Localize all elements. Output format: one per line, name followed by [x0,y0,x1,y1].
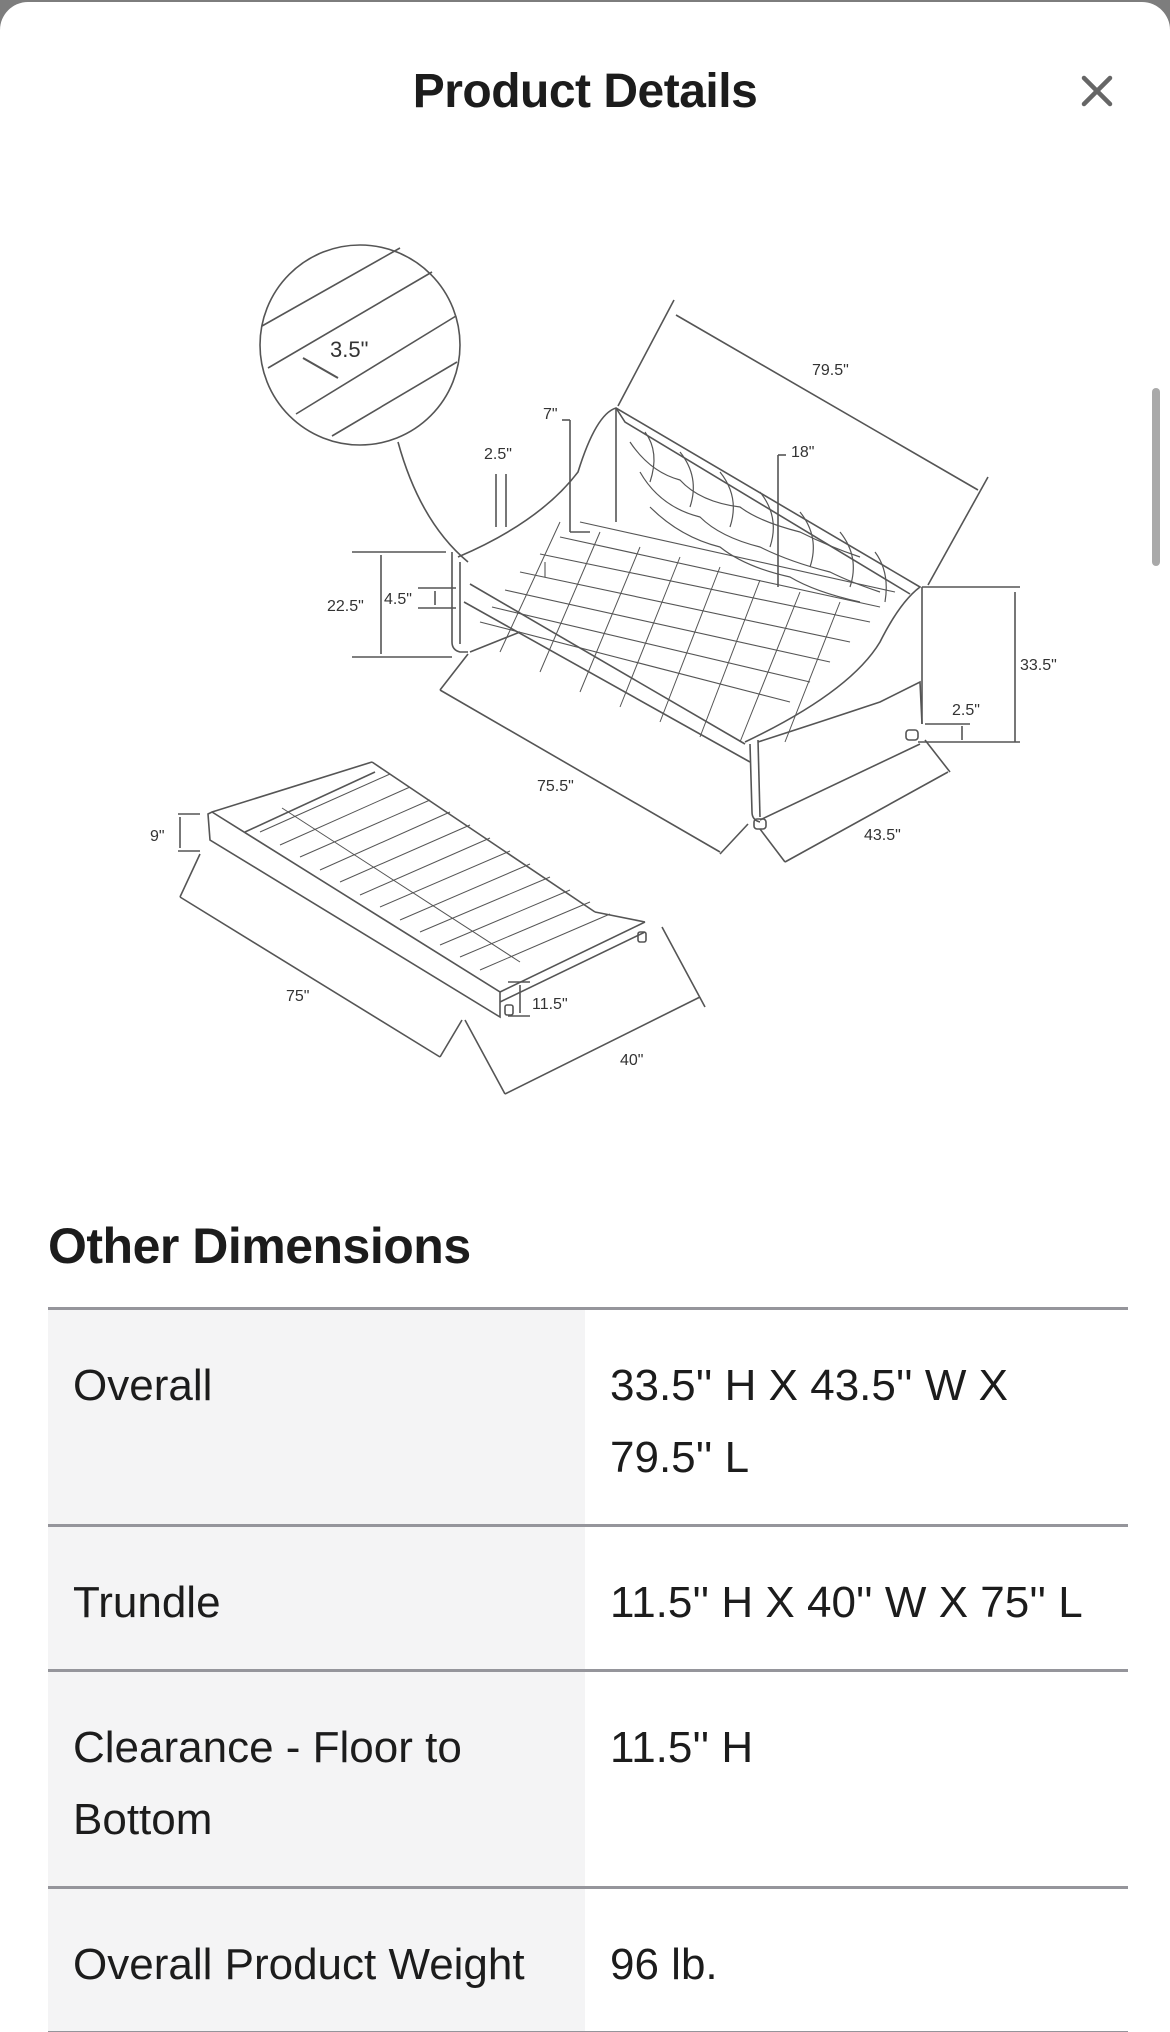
row-label: Overall [48,1310,585,1524]
modal-title: Product Details [412,65,758,118]
scrollbar[interactable] [1152,388,1160,566]
row-value: 33.5'' H X 43.5'' W X 79.5'' L [610,1361,1008,1482]
dim-label-overall-height: 33.5" [1020,657,1057,674]
dimensions-table [48,1307,1128,2032]
dim-label-inner-length: 75.5" [537,778,574,795]
dim-label-slat-spacing: 3.5" [330,337,369,362]
dim-label-width: 43.5" [864,827,901,844]
dim-label-length: 79.5" [812,362,849,379]
table-row [48,1527,1128,1672]
dim-label-trundle-height: 11.5" [532,996,568,1013]
other-dimensions-heading: Other Dimensions [48,1218,471,1274]
dim-label-arm-width: 2.5" [484,446,512,463]
dim-label-trundle-width: 40" [620,1052,644,1069]
row-label: Overall Product Weight [48,1889,585,2031]
table-row [48,1672,1128,1889]
dim-label-arm-top: 7" [543,406,558,423]
dimension-diagram [0,2,1170,1132]
dim-label-seat-height: 22.5" [327,598,364,615]
dim-label-back-height: 18" [791,444,815,461]
product-details-modal [0,2,1170,2032]
row-value: 11.5'' H X 40'' W X 75'' L [610,1578,1083,1627]
dim-label-trundle-front: 9" [150,828,165,845]
dim-label-trundle-length: 75" [286,988,310,1005]
table-row [48,1310,1128,1527]
row-label: Clearance - Floor to Bottom [48,1672,585,1886]
row-label: Trundle [48,1527,585,1669]
table-row [48,1889,1128,2032]
dim-label-rail-height: 4.5" [384,591,412,608]
row-value: 11.5'' H [610,1723,754,1772]
daybed-line-drawing [0,2,1170,1132]
row-value: 96 lb. [610,1940,718,1989]
dim-label-leg-height: 2.5" [952,702,980,719]
